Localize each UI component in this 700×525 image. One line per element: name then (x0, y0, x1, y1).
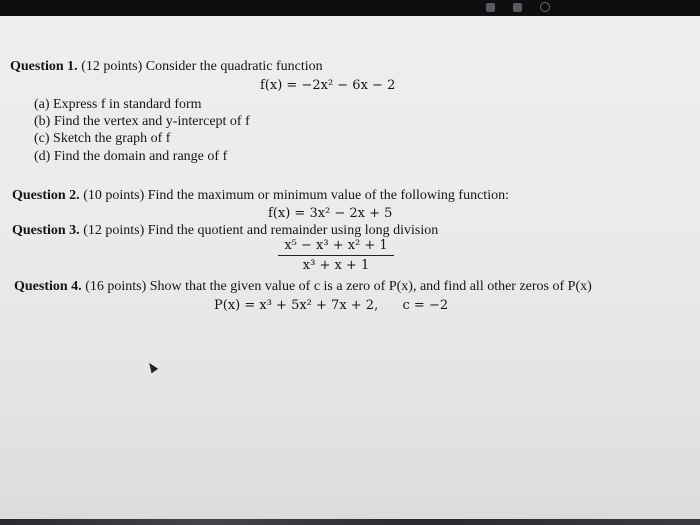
status-circle-icon (540, 2, 550, 12)
question-3-label: Question 3. (12, 223, 80, 238)
question-1-part-d: (d) Find the domain and range of f (34, 149, 228, 164)
question-1-function: f(x) = −2x² − 6x − 2 (260, 78, 396, 93)
question-4-polynomial: P(x) = x³ + 5x² + 7x + 2, (214, 298, 379, 313)
question-1-label: Question 1. (10, 59, 78, 74)
question-3-heading (12, 223, 438, 239)
question-4-label: Question 4. (14, 279, 82, 294)
question-3-fraction (278, 238, 394, 273)
question-3-text: (12 points) Find the quotient and remainder using long division (83, 223, 439, 238)
question-3-denominator: x³ + x + 1 (302, 258, 370, 273)
question-1-part-b: (b) Find the vertex and y-intercept of f (34, 114, 250, 129)
question-1-text: (12 points) Consider the quadratic function (81, 59, 323, 74)
status-square-icon (486, 3, 495, 12)
question-3-numerator: x⁵ − x³ + x² + 1 (278, 238, 394, 256)
question-1-part-c: (c) Sketch the graph of f (34, 131, 171, 146)
question-4-c-value: c = −2 (402, 298, 449, 313)
question-4-heading (14, 279, 592, 295)
question-1-part-a: (a) Express f in standard form (34, 97, 202, 112)
device-bezel-bottom (0, 519, 700, 525)
status-icons (486, 0, 550, 14)
question-2-heading (12, 188, 509, 204)
question-2-text: (10 points) Find the maximum or minimum value of the following function: (83, 188, 509, 203)
question-4-function (214, 298, 448, 314)
question-4-text: (16 points) Show that the given value of c is a zero of P(x), and find all other zeros of P(x) (85, 279, 592, 294)
question-2-label: Question 2. (12, 188, 80, 203)
status-square-icon (513, 3, 522, 12)
question-2-function: f(x) = 3x² − 2x + 5 (268, 206, 393, 221)
device-bezel-top (0, 0, 700, 16)
question-1-heading (10, 59, 323, 75)
